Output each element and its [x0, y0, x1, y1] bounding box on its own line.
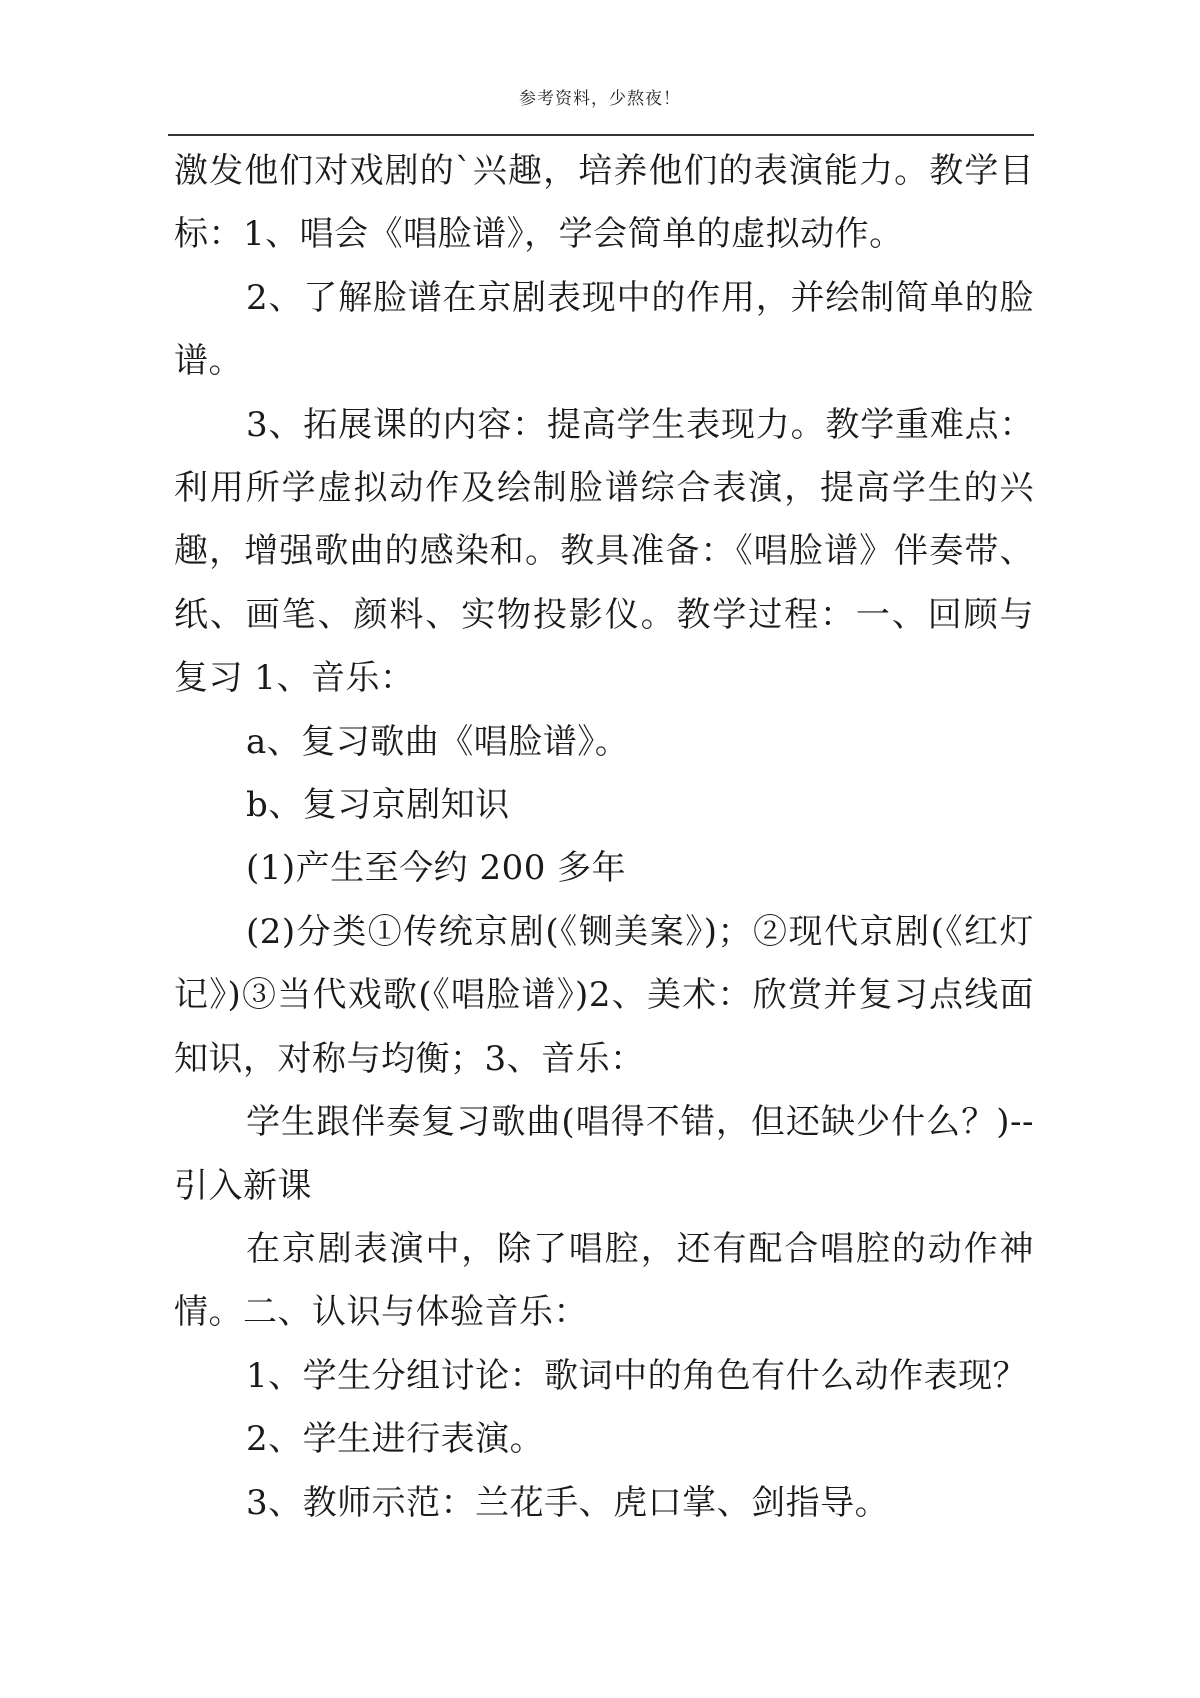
- paragraph-1: 激发他们对戏剧的`兴趣，培养他们的表演能力。教学目标：1、唱会《唱脸谱》，学会简单的虚拟动作。: [174, 151, 1034, 255]
- page-header: 参考资料，少熬夜！: [519, 89, 681, 109]
- paragraph-11: 2、学生进行表演。: [246, 1419, 545, 1460]
- document-body: [174, 140, 1034, 1535]
- paragraph-10: 1、学生分组讨论：歌词中的角色有什么动作表现？: [246, 1355, 1028, 1396]
- paragraph-4: a、复习歌曲《唱脸谱》。: [246, 721, 630, 762]
- paragraph-12: 3、教师示范：兰花手、虎口掌、剑指导。: [246, 1482, 890, 1523]
- paragraph-2: 2、了解脸谱在京剧表现中的作用，并绘制简单的脸谱。: [174, 277, 1034, 382]
- paragraph-7: (2)分类①传统京剧(《铡美案》)；②现代京剧(《红灯记》)③当代戏歌(《唱脸谱》)2、美术：欣赏并复习点线面知识，对称与均衡；3、音乐：: [174, 911, 1034, 1079]
- paragraph-3: 3、拓展课的内容：提高学生表现力。教学重难点：利用所学虚拟动作及绘制脸谱综合表演，提高学生的兴趣，增强歌曲的感染和。教具准备：《唱脸谱》伴奏带、纸、画笔、颜料、实物投影仪。教学过程：一、回顾与复习 1、音乐：: [174, 404, 1034, 699]
- paragraph-9: 在京剧表演中，除了唱腔，还有配合唱腔的动作神情。二、认识与体验音乐：: [174, 1228, 1034, 1333]
- header-divider: [168, 134, 1034, 136]
- paragraph-5: b、复习京剧知识: [246, 785, 510, 826]
- paragraph-6: (1)产生至今约 200 多年: [246, 848, 627, 889]
- paragraph-8: 学生跟伴奏复习歌曲(唱得不错，但还缺少什么？)--引入新课: [174, 1102, 1034, 1206]
